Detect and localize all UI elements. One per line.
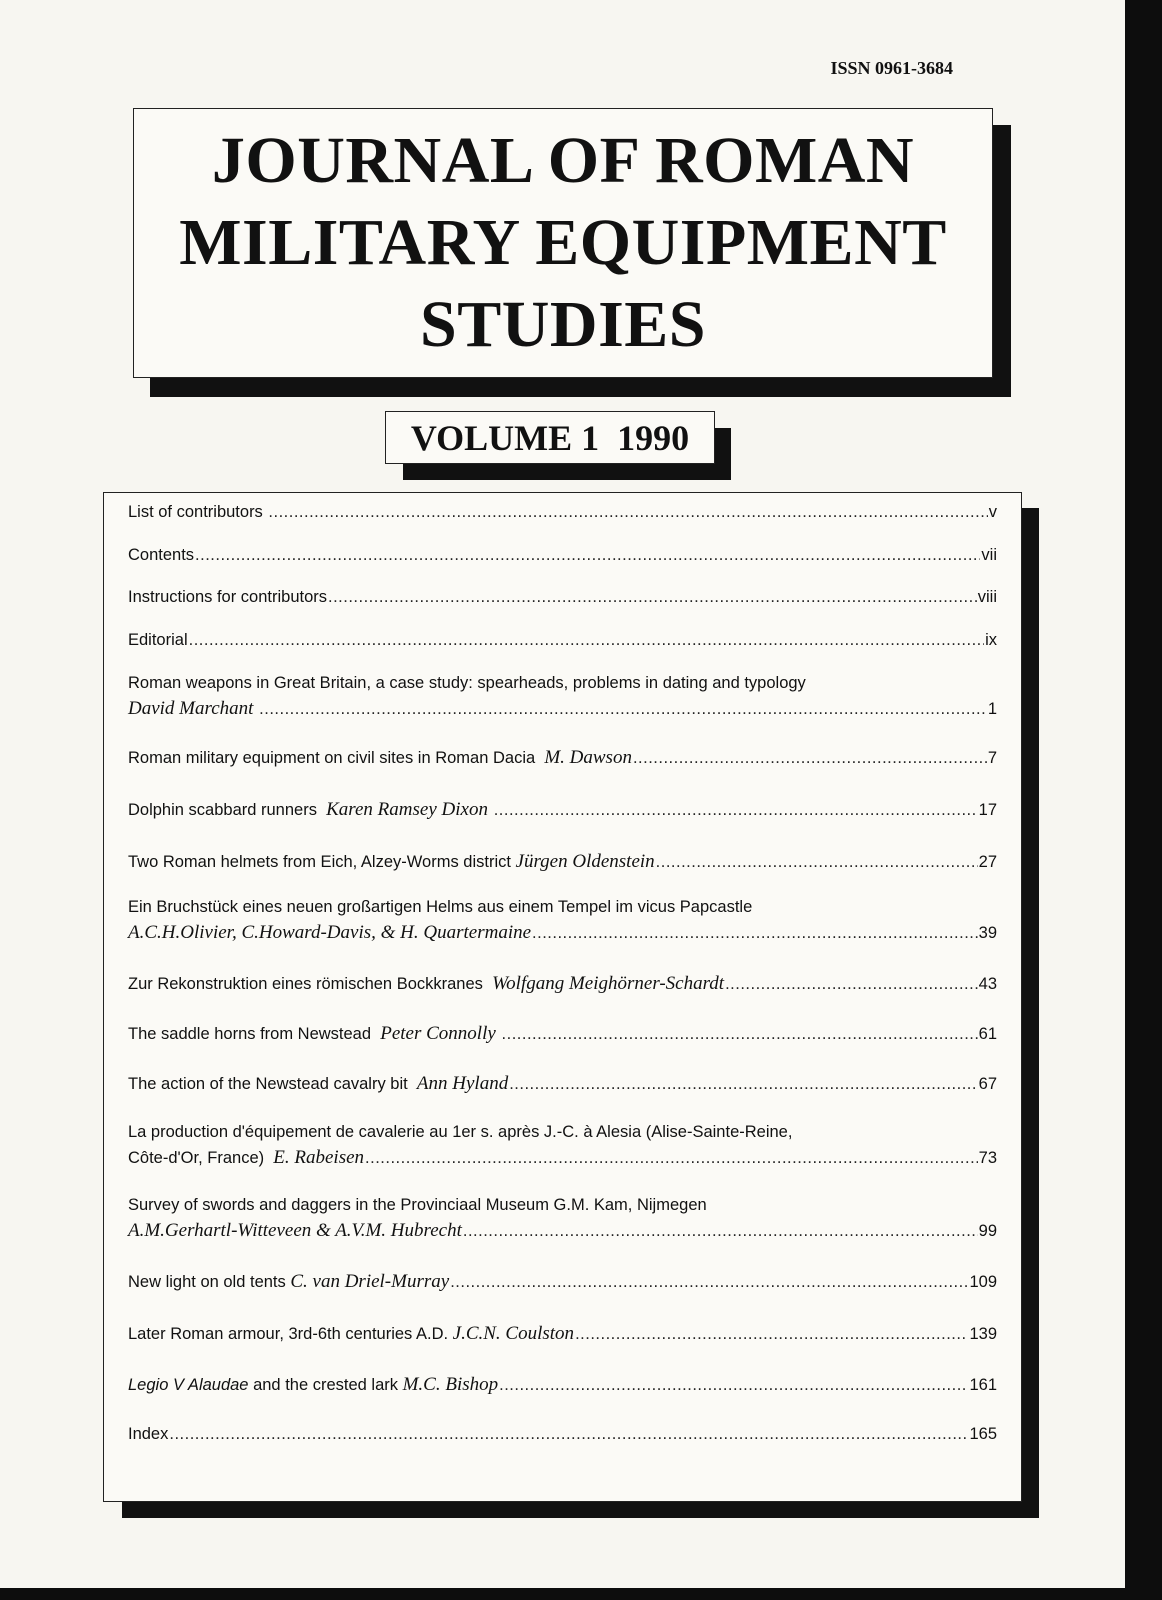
dot-leader <box>268 503 987 522</box>
toc-entry-title: Editorial <box>128 631 188 649</box>
toc-page-number: 67 <box>978 1075 997 1093</box>
toc-entry-author: M. Dawson <box>544 747 632 768</box>
dot-leader <box>494 801 978 820</box>
toc-page-number: ix <box>985 631 997 649</box>
toc-entry-title: Index <box>128 1425 169 1443</box>
toc-entry-title: Zur Rekonstruktion eines römischen Bockkranes <box>128 975 493 993</box>
journal-title-line: MILITARY EQUIPMENT <box>179 206 947 279</box>
toc-entry <box>128 1425 997 1449</box>
journal-title-line: JOURNAL OF ROMAN <box>211 124 915 197</box>
toc-entry <box>128 1073 997 1097</box>
toc-entry-author: Peter Connolly <box>380 1023 501 1044</box>
dot-leader <box>509 1075 977 1094</box>
toc-entry-title: La production d'équipement de cavalerie au 1er s. après J.-C. à Alesia (Alise-Sainte-Reine, <box>128 1123 793 1141</box>
toc-entry <box>128 503 997 527</box>
dot-leader <box>725 975 978 994</box>
scan-edge-right <box>1125 0 1162 1600</box>
toc-entry-author: David Marchant <box>128 698 259 719</box>
toc-entry <box>128 546 997 570</box>
toc-page-number: v <box>988 503 997 521</box>
toc-entry-title: Two Roman helmets from Eich, Alzey-Worms district <box>128 853 516 871</box>
title-box <box>133 108 993 378</box>
dot-leader <box>463 1222 978 1241</box>
toc-entry-title: The action of the Newstead cavalry bit <box>128 1075 417 1093</box>
toc-entry-title: and the crested lark <box>248 1376 403 1394</box>
dot-leader <box>189 631 984 650</box>
toc-entry-title-italic: Legio V Alaudae <box>128 1376 249 1394</box>
toc-entry-author: A.M.Gerhartl-Witteveen & A.V.M. Hubrecht <box>128 1220 462 1241</box>
toc-entry <box>128 1196 997 1244</box>
toc-entry-title: Roman weapons in Great Britain, a case study: spearheads, problems in dating and typology <box>128 674 806 692</box>
toc-page-number: 139 <box>969 1325 997 1343</box>
toc-entry <box>128 588 997 612</box>
toc-page-number: 61 <box>978 1025 997 1043</box>
dot-leader <box>656 853 978 872</box>
scan-edge-bottom <box>0 1588 1162 1600</box>
toc-entry-title: Survey of swords and daggers in the Provinciaal Museum G.M. Kam, Nijmegen <box>128 1196 707 1214</box>
toc-entry-title: The saddle horns from Newstead <box>128 1025 381 1043</box>
toc-entry <box>128 1023 997 1047</box>
toc-page-number: 43 <box>978 975 997 993</box>
dot-leader <box>259 700 987 719</box>
volume-label: VOLUME 1 1990 <box>385 411 715 464</box>
toc-page-number: vii <box>981 546 997 564</box>
toc-entry-title: Contents <box>128 546 195 564</box>
toc-entry <box>128 674 997 722</box>
toc-entry <box>128 631 997 655</box>
dot-leader <box>328 588 977 607</box>
toc-entry <box>128 1123 997 1171</box>
journal-title-line: STUDIES <box>420 288 706 361</box>
toc-entry-author: Ann Hyland <box>416 1073 509 1094</box>
toc-entry-title: List of contributors <box>128 503 268 521</box>
toc-entry-author: Karen Ramsey Dixon <box>326 799 493 820</box>
toc-entry-title: Roman military equipment on civil sites in Roman Dacia <box>128 749 545 767</box>
toc-page-number: 109 <box>969 1273 997 1291</box>
toc-entry <box>128 1374 997 1398</box>
toc-entry <box>128 1271 997 1295</box>
toc-entry <box>128 747 997 771</box>
toc-entry-title-continued: Côte-d'Or, France) <box>128 1149 274 1167</box>
toc-entry-author: Wolfgang Meighörner-Schardt <box>492 973 725 994</box>
toc-entry-author: J.C.N. Coulston <box>452 1323 575 1344</box>
toc-page-number: viii <box>977 588 997 606</box>
toc-entry <box>128 799 997 823</box>
toc-entry-title: Later Roman armour, 3rd-6th centuries A.D. <box>128 1325 453 1343</box>
table-of-contents <box>103 492 1022 1502</box>
dot-leader <box>450 1273 968 1292</box>
toc-entry <box>128 851 997 875</box>
toc-entry-title: Ein Bruchstück eines neuen großartigen Helms aus einem Tempel im vicus Papcastle <box>128 898 753 916</box>
toc-page-number: 1 <box>987 700 997 718</box>
toc-entry-author: C. van Driel-Murray <box>290 1271 450 1292</box>
dot-leader <box>169 1425 968 1444</box>
toc-page-number: 99 <box>978 1222 997 1240</box>
dot-leader <box>365 1149 978 1168</box>
dot-leader <box>502 1025 978 1044</box>
toc-entry-author: Jürgen Oldenstein <box>515 851 655 872</box>
toc-page-number: 165 <box>969 1425 997 1443</box>
toc-page-number: 27 <box>978 853 997 871</box>
toc-page-number: 17 <box>978 801 997 819</box>
toc-entry <box>128 1323 997 1347</box>
toc-page-number: 39 <box>978 924 997 942</box>
dot-leader <box>575 1325 968 1344</box>
toc-page-number: 161 <box>969 1376 997 1394</box>
toc-page-number: 7 <box>987 749 997 767</box>
issn: ISSN 0961-3684 <box>830 58 953 78</box>
toc-entry-title: Dolphin scabbard runners <box>128 801 327 819</box>
dot-leader <box>532 924 978 943</box>
toc-entry-title: New light on old tents <box>128 1273 291 1291</box>
toc-entry-author: M.C. Bishop <box>402 1374 499 1395</box>
dot-leader <box>195 546 980 565</box>
toc-entry-author: A.C.H.Olivier, C.Howard-Davis, & H. Quartermaine <box>128 922 532 943</box>
toc-entry-title: Instructions for contributors <box>128 588 327 606</box>
dot-leader <box>499 1376 968 1395</box>
toc-entry-author: E. Rabeisen <box>273 1147 365 1168</box>
toc-page-number: 73 <box>978 1149 997 1167</box>
toc-entry <box>128 973 997 997</box>
toc-entry <box>128 898 997 946</box>
dot-leader <box>633 749 987 768</box>
